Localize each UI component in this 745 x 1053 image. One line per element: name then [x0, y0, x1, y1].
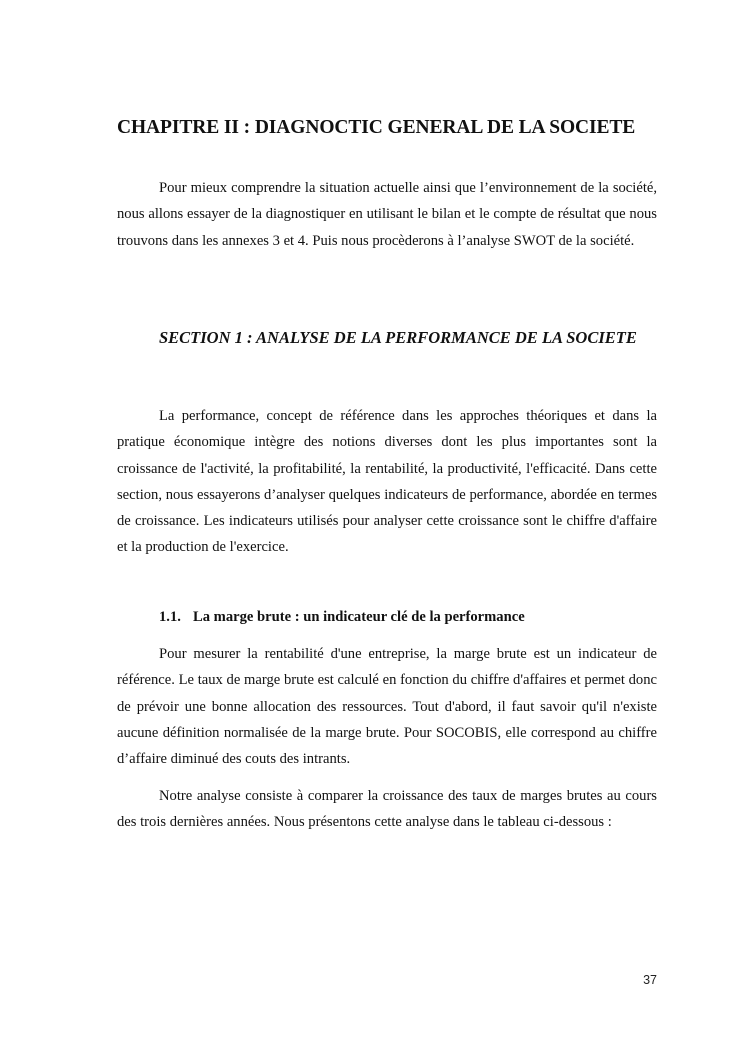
section-title: SECTION 1 : ANALYSE DE LA PERFORMANCE DE LA SOCIETE — [159, 328, 637, 347]
subsection-paragraph-1: Pour mesurer la rentabilité d'une entreprise, la marge brute est un indicateur de référence. Le taux de marge brute est calculé en fonction du chiffre d'affaires et permet donc de prévoir une bonne allocation des ressources. Tout d'abord, il faut savoir qu'il n'existe aucune définition normalisée de la marge brute. Pour SOCOBIS, elle correspond au chiffre d’affaire diminué des couts des intrants. — [117, 646, 657, 768]
page-number: 37 — [643, 973, 657, 987]
section-paragraph: La performance, concept de référence dans les approches théoriques et dans la pratique économique intègre des notions diverses dont les plus importantes sont la croissance de l'activité, la profitabilité, la rentabilité, la productivité, l'efficacité. Dans cette section, nous essayerons d’analyser quelques indicateurs de performance, abordée en termes de croissance. Les indicateurs utilisés pour analyser cette croissance sont le chiffre d'affaire et la production de l'exercice. — [117, 408, 657, 556]
chapter-intro-paragraph: Pour mieux comprendre la situation actuelle ainsi que l’environnement de la société, nous allons essayer de la diagnostiquer en utilisant le bilan et le compte de résultat que nous trouvons dans les annexes 3 et 4. Puis nous procèderons à l’analyse SWOT de la société. — [117, 180, 657, 249]
subsection-title: La marge brute : un indicateur clé de la performance — [193, 609, 525, 625]
subsection-heading — [159, 609, 525, 626]
chapter-title: CHAPITRE II : DIAGNOCTIC GENERAL DE LA SOCIETE — [117, 117, 636, 138]
subsection-number: 1.1. — [159, 609, 181, 625]
subsection-paragraph-2: Notre analyse consiste à comparer la croissance des taux de marges brutes au cours des trois dernières années. Nous présentons cette analyse dans le tableau ci-dessous : — [117, 788, 657, 831]
